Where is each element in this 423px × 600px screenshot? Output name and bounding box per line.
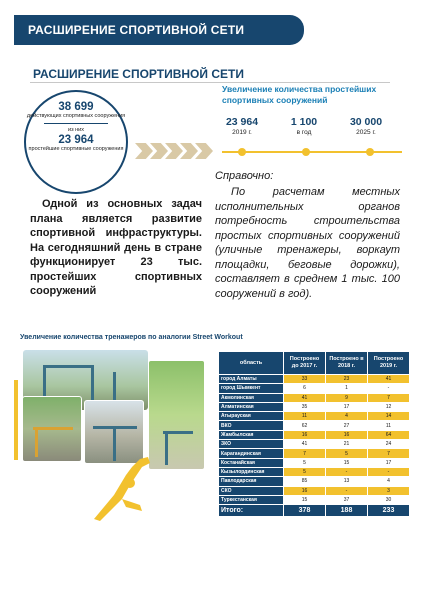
count-cell: 13 — [326, 477, 367, 485]
count-cell: 4 — [326, 412, 367, 420]
region-cell: Туркестанская — [219, 496, 283, 504]
stat-label: 2025 г. — [356, 129, 376, 136]
table-row — [219, 487, 409, 495]
region-cell: Атырауская — [219, 412, 283, 420]
stat-value: 30 000 — [349, 116, 383, 128]
count-cell: 7 — [284, 449, 325, 457]
count-cell: 35 — [284, 403, 325, 411]
count-cell: 27 — [326, 421, 367, 429]
table-row — [219, 384, 409, 392]
table-row — [219, 440, 409, 448]
count-cell: 16 — [284, 487, 325, 495]
table-row — [219, 477, 409, 485]
table-row — [219, 468, 409, 476]
circle-divider — [44, 123, 108, 124]
count-cell: 41 — [284, 394, 325, 402]
total-facilities-value: 38 699 — [58, 101, 94, 113]
table-row — [219, 421, 409, 429]
table-row — [219, 459, 409, 467]
count-cell: 17 — [368, 459, 409, 467]
table-body — [219, 375, 409, 516]
region-cell: СКО — [219, 487, 283, 495]
region-cell: город Алматы — [219, 375, 283, 383]
count-cell: 6 — [284, 384, 325, 392]
stat-value: 1 100 — [290, 116, 318, 128]
count-cell: 24 — [368, 440, 409, 448]
table-row — [219, 394, 409, 402]
count-cell: 7 — [368, 449, 409, 457]
stat-value: 23 964 — [225, 116, 259, 128]
facilities-circle — [24, 90, 128, 194]
count-cell: 7 — [368, 394, 409, 402]
count-cell: 17 — [326, 403, 367, 411]
timeline-dot — [366, 148, 374, 156]
stat-label: 2019 г. — [232, 129, 252, 136]
circle-connector: из них — [68, 127, 84, 133]
region-cell: Карагандинская — [219, 449, 283, 457]
count-cell: - — [368, 384, 409, 392]
total-value: 378 — [284, 505, 325, 516]
section-divider — [30, 82, 390, 83]
count-cell: 12 — [368, 403, 409, 411]
count-cell: 16 — [326, 431, 367, 439]
total-value: 188 — [326, 505, 367, 516]
workout-section-title: Увеличение количества тренажеров по аналогии Street Workout — [20, 334, 243, 341]
header-title: РАСШИРЕНИЕ СПОРТИВНОЙ СЕТИ — [28, 23, 245, 37]
workout-table — [218, 351, 410, 517]
stat-2019 — [222, 116, 262, 136]
region-cell: Акмолинская — [219, 394, 283, 402]
table-total-row — [219, 505, 409, 516]
region-cell: ВКО — [219, 421, 283, 429]
count-cell: 11 — [368, 421, 409, 429]
stat-label: в год — [296, 129, 312, 136]
table-row — [219, 496, 409, 504]
count-cell: 5 — [326, 449, 367, 457]
chevron-right-icon — [135, 143, 153, 159]
header-bar — [14, 15, 304, 45]
count-cell: 15 — [326, 459, 367, 467]
count-cell: 11 — [284, 412, 325, 420]
count-cell: 1 — [326, 384, 367, 392]
count-cell: 3 — [368, 487, 409, 495]
decor-stripe — [14, 380, 18, 460]
table-header-row — [219, 352, 409, 374]
timeline — [222, 151, 402, 153]
table-row — [219, 375, 409, 383]
count-cell: 62 — [284, 421, 325, 429]
region-cell: Костанайская — [219, 459, 283, 467]
count-cell: - — [326, 468, 367, 476]
count-cell: 9 — [326, 394, 367, 402]
table-header-cell: Построено 2019 г. — [368, 352, 409, 374]
count-cell: 64 — [368, 431, 409, 439]
stat-per-year — [284, 116, 324, 136]
increase-title: Увеличение количества простейших спортивных сооружений — [222, 84, 377, 105]
region-cell: ЗКО — [219, 440, 283, 448]
table-header-cell: Построено до 2017 г. — [284, 352, 325, 374]
athlete-silhouette-icon — [70, 455, 160, 525]
count-cell: 16 — [284, 431, 325, 439]
count-cell: 15 — [284, 496, 325, 504]
timeline-dot — [302, 148, 310, 156]
section-title: РАСШИРЕНИЕ СПОРТИВНОЙ СЕТИ — [33, 67, 244, 81]
count-cell: 30 — [368, 496, 409, 504]
simple-facilities-label: простейшие спортивные сооружения — [28, 146, 124, 152]
region-cell: Кызылординская — [219, 468, 283, 476]
reference-heading: Справочно: — [215, 170, 274, 182]
count-cell: 5 — [284, 459, 325, 467]
timeline-dot — [238, 148, 246, 156]
count-cell: - — [368, 468, 409, 476]
count-cell: - — [326, 487, 367, 495]
table-header-cell: область — [219, 352, 283, 374]
region-cell: Павлодарская — [219, 477, 283, 485]
simple-facilities-value: 23 964 — [58, 134, 94, 146]
count-cell: 37 — [326, 496, 367, 504]
count-cell: 5 — [284, 468, 325, 476]
stat-2025 — [343, 116, 389, 136]
photo-trees-equipment — [148, 360, 205, 470]
region-cell: город Шымкент — [219, 384, 283, 392]
total-label: Итого: — [219, 505, 283, 516]
table-row — [219, 412, 409, 420]
table-header-cell: Построено в 2018 г. — [326, 352, 367, 374]
table-row — [219, 431, 409, 439]
count-cell: 41 — [284, 440, 325, 448]
count-cell: 21 — [326, 440, 367, 448]
count-cell: 4 — [368, 477, 409, 485]
region-cell: Жамбылская — [219, 431, 283, 439]
main-text: Одной из основных задач плана является развитие спортивной инфраструктуры. На сегодняшний день в стране функционирует 23 тыс. простейших спортивных сооружений — [30, 198, 202, 297]
arrow-chevrons — [135, 143, 210, 159]
table-row — [219, 403, 409, 411]
photo-playground — [22, 396, 82, 462]
count-cell: 14 — [368, 412, 409, 420]
total-facilities-label: действующих спортивных сооружения — [26, 113, 126, 119]
count-cell: 85 — [284, 477, 325, 485]
total-value: 233 — [368, 505, 409, 516]
count-cell: 23 — [326, 375, 367, 383]
table-row — [219, 449, 409, 457]
count-cell: 33 — [284, 375, 325, 383]
count-cell: 41 — [368, 375, 409, 383]
reference-text: По расчетам местных исполнительных органов потребность строительства простых спортивных сооружений (уличные тренажеры, воркаут площадки, беговые дорожки), составляет в среднем 1 тыс. 100 сооружений в год). — [215, 186, 400, 300]
region-cell: Алматинская — [219, 403, 283, 411]
